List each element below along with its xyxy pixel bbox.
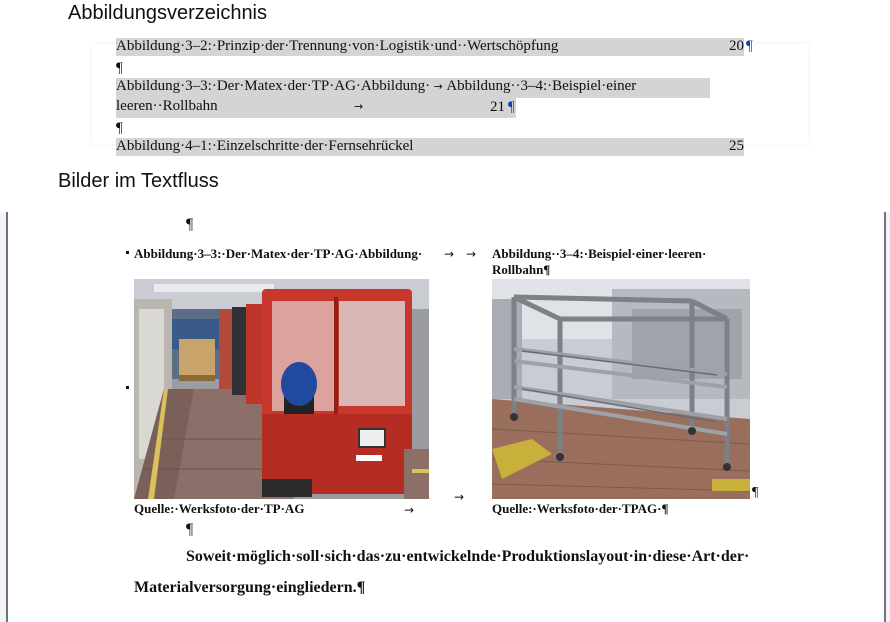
toc-line-cut-top: Abbildung·3–2:·Prinzip·der·Trennung·von·Logistik·und··Wertschöpfung 20	[116, 38, 744, 54]
toc-entry-page: 21	[490, 99, 505, 115]
pilcrow-mid: ¶	[186, 521, 194, 538]
body-line-1: Soweit·möglich·soll·sich·das·zu·entwickelnde·Produktionslayout·in·diese·Art·der·	[186, 548, 750, 565]
source-right: Quelle:·Werksfoto·der·TPAG·¶	[492, 501, 669, 516]
document-page	[0, 212, 890, 622]
caption-right-line2: Rollbahn¶	[492, 262, 551, 277]
body-line-2: Materialversorgung·eingliedern.¶	[134, 579, 366, 596]
heading-inline-images: Bilder im Textfluss	[58, 170, 219, 192]
toc-snippet: Abbildung·3–2:·Prinzip·der·Trennung·von·Logistik·und··Wertschöpfung 20 ¶ ¶ Abbildung·3–3:·Der·Matex·der·TP·AG·Abbildung· → Abbildung··3–4:·Beispiel·einer leeren··Rollbahn → 21 ¶ ¶ Abbildung·4–1:·Einzelschritte·der·Fernsehrückel 25	[92, 44, 808, 144]
empty-roller-rack-photo[interactable]	[492, 279, 750, 499]
heading-figure-index: Abbildungsverzeichnis	[68, 2, 268, 24]
toc-line-cut-bottom: Abbildung·4–1:·Einzelschritte·der·Fernsehrückel 25	[116, 138, 744, 154]
toc-pilcrow-2: ¶	[116, 120, 123, 136]
caption-right-line1: Abbildung··3–4:·Beispiel·einer·leeren·	[492, 246, 707, 261]
red-tugger-vehicle-photo[interactable]	[134, 279, 429, 499]
toc-entry-line1[interactable]: Abbildung·3–3:·Der·Matex·der·TP·AG·Abbildung· → Abbildung··3–4:·Beispiel·einer	[116, 78, 710, 98]
pilcrow-top: ¶	[186, 216, 194, 233]
tab-arrow: →	[354, 100, 364, 113]
toc-pilcrow: ¶	[116, 60, 123, 76]
toc-entry-line2[interactable]: leeren··Rollbahn	[116, 98, 516, 118]
source-left: Quelle:·Werksfoto·der·TP·AG	[134, 501, 305, 516]
pilcrow-after-image: ¶	[752, 485, 759, 500]
caption-left: Abbildung·3–3:·Der·Matex·der·TP·AG·Abbildung·	[134, 246, 423, 261]
page-body[interactable]: ¶ Abbildung·3–3:·Der·Matex·der·TP·AG·Abbildung· → → Abbildung··3–4:·Beispiel·einer·leeren· Rollbahn¶ → ¶ Quelle:·Werksfoto·der·TP·AG → Quelle:·Werksfoto·der·TPAG·¶ ¶ Soweit·möglich·soll·sich·das·zu·entwickelnde·Produktionslayout·in·diese·Art·der· Materialversorgung·eingliedern.¶	[6, 212, 886, 622]
